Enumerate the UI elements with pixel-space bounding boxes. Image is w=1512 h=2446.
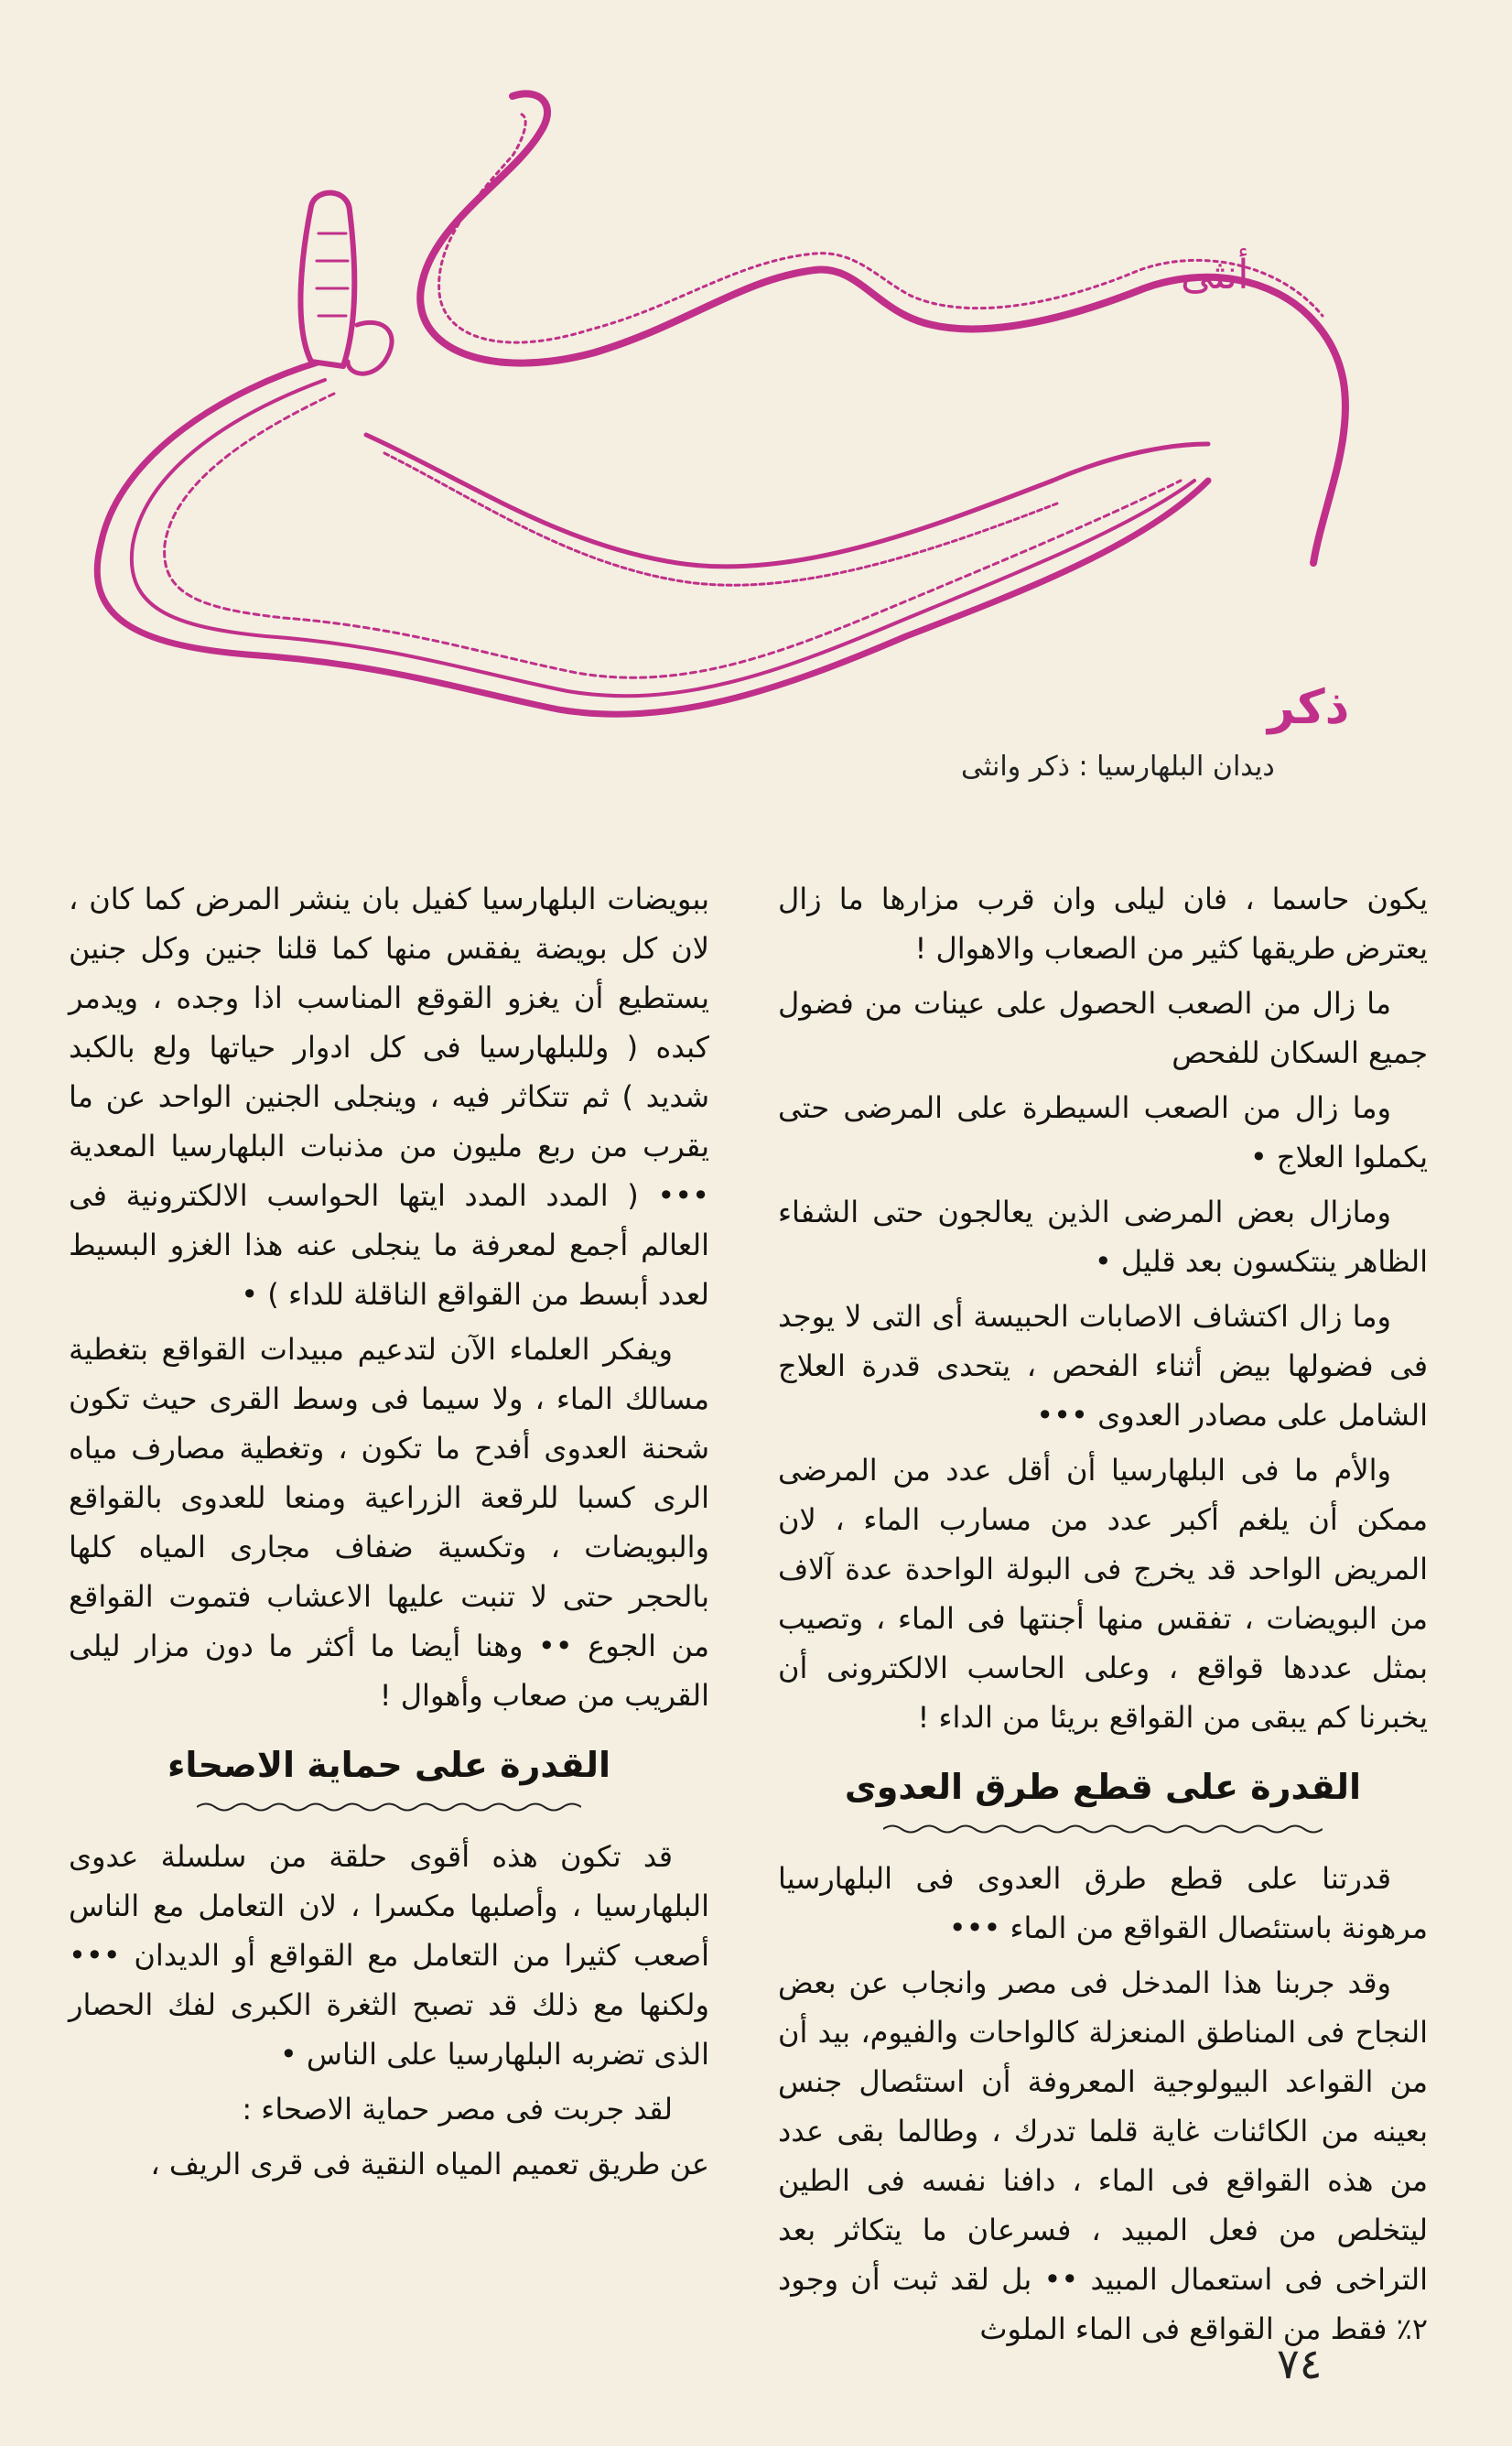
schistosoma-worms-illustration xyxy=(82,50,1419,783)
section-heading: القدرة على حماية الاصحاء xyxy=(167,1745,611,1785)
heading-underline xyxy=(883,1823,1323,1835)
paragraph: قدرتنا على قطع طرق العدوى فى البلهارسيا مرهونة باستئصال القواقع من الماء ••• xyxy=(778,1861,1428,1945)
paragraph: ويفكر العلماء الآن لتدعيم مبيدات القواقع بتغطية مسالك الماء ، ولا سيما فى وسط القرى حيث تكون شحنة العدوى أفدح ما تكون ، وتغطية مصارف مياه الرى كسبا للرقعة الزراعية ومنعا للعدوى بالقواقع والبويضات ، وتكسية ضفاف مجارى المياه كلها بالحجر حتى لا تنبت عليها الاعشاب فتموت القواقع من الجوع •• وهنا أيضا ما أكثر ما دون مزار ليلى القريب من صعاب وأهوال ! xyxy=(69,1332,709,1713)
paragraph: وقد جربنا هذا المدخل فى مصر وانجاب عن بعض النجاح فى المناطق المنعزلة كالواحات والفيوم، بيد أن من القواعد البيولوجية المعروفة أن استئصال جنس بعينه من الكائنات غاية قلما تدرك ، وطالما بقى عدد من هذه القواقع فى الماء ، دافنا نفسه فى الطين ليتخلص من فعل المبيد ، فسرعان ما يتكاثر بعد التراخى فى استعمال المبيد •• بل لقد ثبت أن وجود ٢٪ فقط من القواقع فى الماء الملوث xyxy=(778,1965,1428,2346)
female-worm-body xyxy=(420,93,1345,563)
male-label: ذكر xyxy=(1268,680,1350,735)
paragraph: قد تكون هذه أقوى حلقة من سلسلة عدوى البلهارسيا ، وأصلبها مكسرا ، لان التعامل مع الناس أصعب كثيرا من التعامل مع القواقع أو الديدان ••• ولكنها مع ذلك قد تصبح الثغرة الكبرى لفك الحصار الذى تضربه البلهارسيا على الناس • xyxy=(69,1839,709,2072)
male-worm-head xyxy=(300,193,354,366)
paragraph: والأم ما فى البلهارسيا أن أقل عدد من المرضى ممكن أن يلغم أكبر عدد من مسارب الماء ، لان المريض الواحد قد يخرج فى البولة الواحدة عدة آلاف من البويضات ، تفقس منها أجنتها فى الماء ، وتصيب بمثل عددها قواقع ، وعلى الحاسب الالكترونى أن يخبرنا كم يبقى من القواقع بريئا من الداء ! xyxy=(778,1453,1428,1735)
female-label: أنثى xyxy=(1181,252,1249,298)
paragraph: عن طريق تعميم المياه النقية فى قرى الريف ، xyxy=(150,2147,709,2181)
section-heading: القدرة على قطع طرق العدوى xyxy=(844,1767,1362,1807)
paragraph: وما زال اكتشاف الاصابات الحبيسة أى التى لا يوجد فى فضولها بيض أثناء الفحص ، يتحدى قدرة العلاج الشامل على مصادر العدوى ••• xyxy=(778,1299,1428,1433)
paragraph: وما زال من الصعب السيطرة على المرضى حتى يكملوا العلاج • xyxy=(778,1090,1428,1174)
figure-caption: ديدان البلهارسيا : ذكر وانثى xyxy=(961,751,1275,783)
paragraph: ببويضات البلهارسيا كفيل بان ينشر المرض كما كان ، لان كل بويضة يفقس منها كما قلنا جنين وكل جنين يستطيع أن يغزو القوقع المناسب اذا وجده ، ويدمر كبده ( وللبلهارسيا فى كل ادوار حياتها ولع بالكبد شديد ) ثم تتكاثر فيه ، وينجلى الجنين الواحد عن ما يقرب من ربع مليون من مذنبات البلهارسيا المعدية ••• ( المدد المدد ايتها الحواسب الالكترونية فى العالم أجمع لمعرفة ما ينجلى عنه هذا الغزو البسيط لعدد أبسط من القواقع الناقلة للداء ) • xyxy=(69,882,709,1312)
male-worm-body xyxy=(97,362,1208,714)
left-column xyxy=(69,874,709,2194)
paragraph: يكون حاسما ، فان ليلى وان قرب مزارها ما زال يعترض طريقها كثير من الصعاب والاهوال ! xyxy=(778,882,1428,966)
paragraph: ومازال بعض المرضى الذين يعالجون حتى الشفاء الظاهر ينتكسون بعد قليل • xyxy=(778,1195,1428,1279)
page-number: ٧٤ xyxy=(1277,2339,1323,2388)
paragraph: ما زال من الصعب الحصول على عينات من فضول جميع السكان للفحص xyxy=(778,986,1428,1070)
paragraph: لقد جربت فى مصر حماية الاصحاء : xyxy=(242,2092,673,2127)
right-column xyxy=(778,874,1428,2359)
heading-underline xyxy=(197,1801,581,1813)
